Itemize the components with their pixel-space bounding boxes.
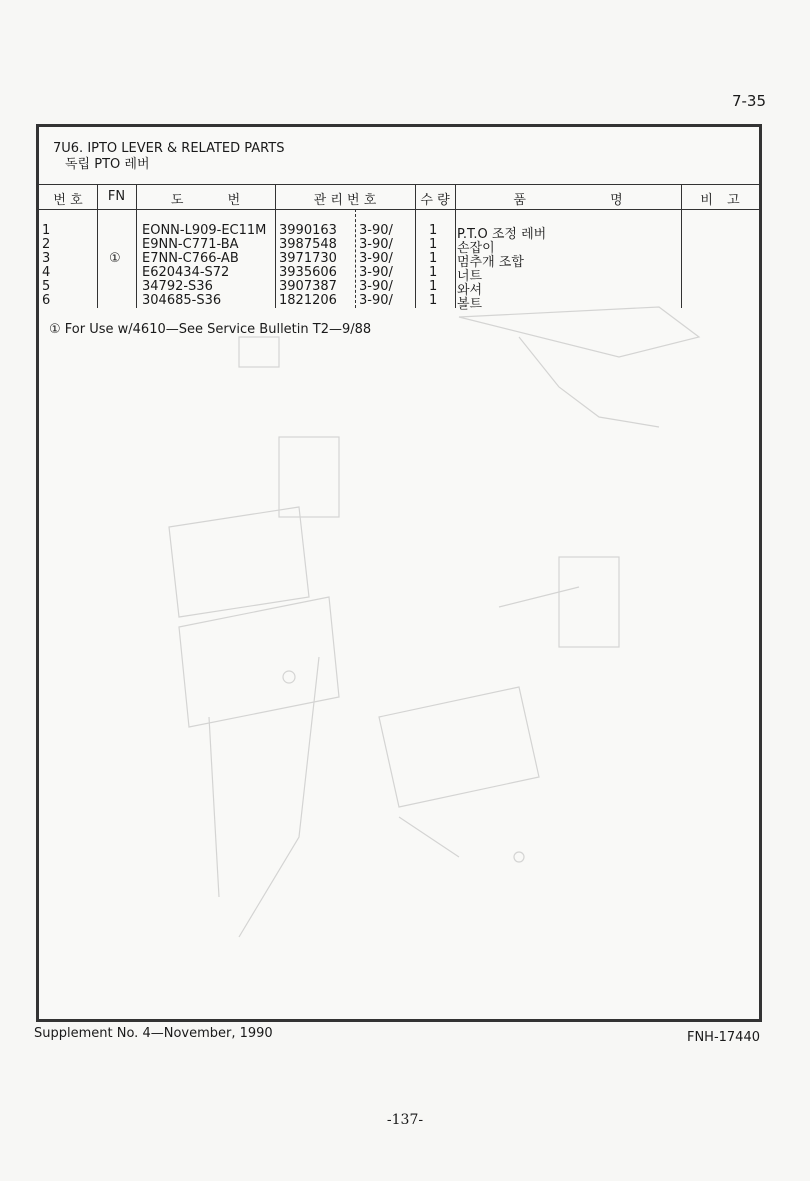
bottom-page-number: -137- [386, 1112, 424, 1128]
row-code: 3-90/ [359, 237, 393, 252]
row-qty: 1 [429, 251, 438, 266]
row-name: P.T.O 조정 레버 [457, 227, 547, 242]
header-bottom-rule [39, 209, 759, 210]
row-qty: 1 [429, 293, 438, 308]
row-mgmt: 3987548 [279, 237, 337, 252]
page-number: 7-35 [731, 92, 766, 110]
column-divider [355, 209, 356, 308]
row-drawing: 34792-S36 [142, 279, 213, 294]
parts-list-frame [36, 124, 762, 1022]
row-code: 3-90/ [359, 251, 393, 266]
row-fn: ① [109, 251, 121, 266]
row-qty: 1 [429, 279, 438, 294]
title-block [53, 141, 284, 173]
row-code: 3-90/ [359, 293, 393, 308]
row-mgmt: 3935606 [279, 265, 337, 280]
row-no: 5 [42, 279, 51, 294]
row-qty: 1 [429, 237, 438, 252]
header-item-no: 번 호 [53, 193, 83, 208]
header-qty: 수 량 [420, 193, 450, 208]
header-mgmt-no: 관 리 번 호 [313, 193, 377, 208]
row-qty: 1 [429, 265, 438, 280]
row-qty: 1 [429, 223, 438, 238]
row-name: 멈추개 조합 [457, 255, 524, 270]
row-drawing: EONN-L909-EC11M [142, 223, 267, 238]
title-english: 7U6. IPTO LEVER & RELATED PARTS [53, 141, 285, 156]
title-korean: 독립 PTO 레버 [65, 157, 150, 172]
row-no: 1 [42, 223, 51, 238]
header-drawing-no: 도 번 [170, 193, 241, 208]
row-drawing: E620434-S72 [142, 265, 230, 280]
document-code: FNH-17440 [686, 1030, 760, 1045]
row-name: 와셔 [457, 283, 483, 298]
row-drawing: E7NN-C766-AB [142, 251, 239, 266]
header-fn: FN [107, 189, 126, 204]
row-no: 6 [42, 293, 51, 308]
row-code: 3-90/ [359, 265, 393, 280]
row-no: 4 [42, 265, 51, 280]
row-mgmt: 3990163 [279, 223, 337, 238]
row-no: 2 [42, 237, 51, 252]
row-code: 3-90/ [359, 279, 393, 294]
row-mgmt: 3907387 [279, 279, 337, 294]
exploded-parts-diagram [99, 297, 759, 1017]
header-part-name: 품 명 [513, 193, 623, 208]
supplement-note: Supplement No. 4—November, 1990 [34, 1026, 273, 1041]
header-top-rule [39, 184, 759, 185]
footnote: ① For Use w/4610—See Service Bulletin T2—9/88 [49, 322, 372, 337]
row-name: 너트 [457, 269, 483, 284]
row-drawing: E9NN-C771-BA [142, 237, 239, 252]
row-code: 3-90/ [359, 223, 393, 238]
row-mgmt: 3971730 [279, 251, 337, 266]
row-no: 3 [42, 251, 51, 266]
row-name: 손잡이 [457, 241, 495, 256]
row-mgmt: 1821206 [279, 293, 337, 308]
header-remarks: 비 고 [700, 193, 740, 208]
row-name: 볼트 [457, 297, 483, 312]
row-drawing: 304685-S36 [142, 293, 222, 308]
